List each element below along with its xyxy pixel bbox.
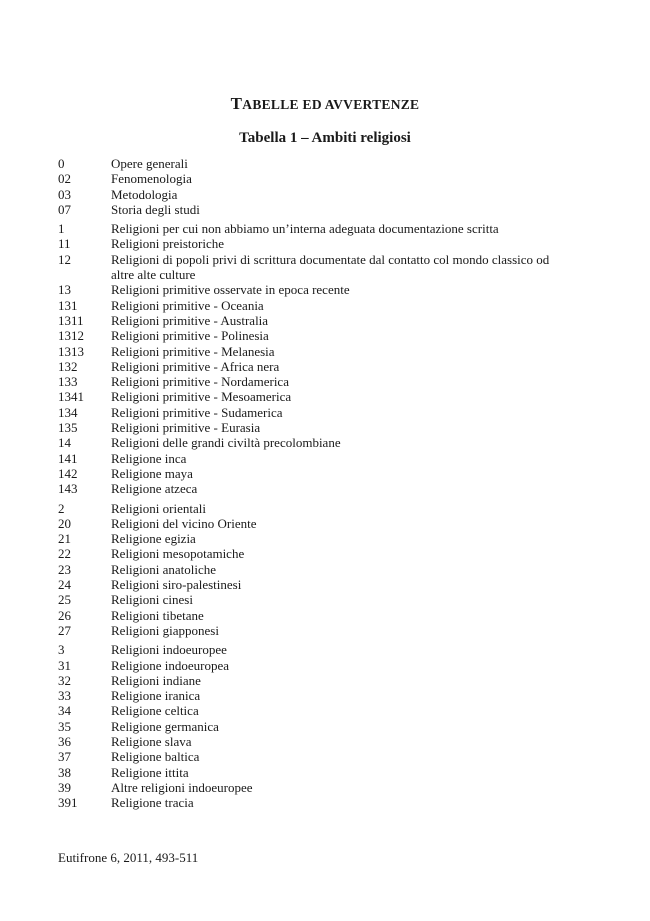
entry-row: [0, 795, 650, 810]
entry-label: Fenomenologia: [111, 171, 192, 187]
entry-code: 13: [58, 282, 71, 298]
entry-row: [0, 374, 650, 389]
entry-label: Religione germanica: [111, 718, 219, 734]
entry-row: [0, 313, 650, 328]
entry-row: [0, 765, 650, 780]
entry-code: 36: [58, 733, 71, 749]
entry-row: [0, 451, 650, 466]
entry-row: [0, 608, 650, 623]
entry-code: 132: [58, 358, 78, 374]
entry-row: [0, 562, 650, 577]
entry-code: 11: [58, 236, 71, 252]
entry-code: 1311: [58, 312, 84, 328]
entry-code: 39: [58, 779, 71, 795]
entry-row: [0, 749, 650, 764]
entry-label: Religioni mesopotamiche: [111, 546, 245, 562]
entry-label: Religione ittita: [111, 764, 189, 780]
entry-row: [0, 501, 650, 516]
entry-label: Religioni primitive - Mesoamerica: [111, 389, 292, 405]
entry-row: [0, 734, 650, 749]
entry-code: 3: [58, 642, 65, 658]
entry-label: Religioni per cui non abbiamo un’interna adeguata documentazione scritta: [111, 221, 499, 237]
entry-code: 131: [58, 297, 78, 313]
entry-row: [0, 516, 650, 531]
entry-label: Religione slava: [111, 733, 192, 749]
entry-label: Religioni primitive - Oceania: [111, 297, 264, 313]
entry-code: 142: [58, 465, 78, 481]
entry-row: [0, 202, 650, 217]
entry-row: [0, 298, 650, 313]
entry-code: 12: [58, 251, 71, 267]
entry-code: 37: [58, 749, 71, 765]
entry-group: [0, 156, 650, 217]
entry-label: Religioni orientali: [111, 500, 206, 516]
entry-code: 26: [58, 607, 71, 623]
entry-label: Religioni preistoriche: [111, 236, 225, 252]
entry-row: [0, 420, 650, 435]
entry-label: Religioni cinesi: [111, 592, 193, 608]
entry-code: 2: [58, 500, 65, 516]
entry-label: Religione tracia: [111, 795, 194, 811]
entry-row: [0, 282, 650, 297]
entry-row: [0, 577, 650, 592]
page-footer: Eutifrone 6, 2011, 493-511: [58, 850, 199, 865]
entry-row: [0, 328, 650, 343]
entry-label: Religioni primitive - Melanesia: [111, 343, 275, 359]
entry-row: [0, 466, 650, 481]
entry-code: 135: [58, 420, 78, 436]
entry-code: 20: [58, 515, 71, 531]
entry-label: Religioni anatoliche: [111, 561, 217, 577]
page-heading: [0, 94, 650, 114]
entry-label: Religioni tibetane: [111, 607, 204, 623]
entry-code: 0: [58, 156, 65, 171]
entry-code: 23: [58, 561, 71, 577]
entry-code: 03: [58, 186, 71, 202]
entry-row: [0, 719, 650, 734]
entry-code: 391: [58, 795, 78, 811]
entry-code: 143: [58, 481, 78, 497]
entry-row: [0, 688, 650, 703]
entry-label: Religioni del vicino Oriente: [111, 515, 257, 531]
entry-group: [0, 501, 650, 639]
entry-label: Religione baltica: [111, 749, 200, 765]
entry-row: [0, 658, 650, 673]
entry-label: Religione inca: [111, 450, 187, 466]
entry-code: 32: [58, 672, 71, 688]
entry-label: Religione maya: [111, 465, 193, 481]
entry-code: 07: [58, 201, 71, 217]
entry-code: 21: [58, 531, 71, 547]
entry-row: [0, 252, 650, 283]
entry-code: 134: [58, 404, 78, 420]
entry-label: Religione egizia: [111, 531, 196, 547]
entry-label: Storia degli studi: [111, 201, 200, 217]
page-heading-initial: T: [230, 94, 243, 113]
entry-code: 24: [58, 577, 71, 593]
page-heading-rest: ABELLE ED AVVERTENZE: [242, 97, 420, 112]
entry-code: 1341: [58, 389, 84, 405]
entry-label: Religioni giapponesi: [111, 622, 219, 638]
entry-row: [0, 156, 650, 171]
entry-code: 14: [58, 435, 71, 451]
entry-label: Religione atzeca: [111, 481, 198, 497]
entry-row: [0, 236, 650, 251]
entry-code: 35: [58, 718, 71, 734]
entry-code: 1313: [58, 343, 84, 359]
table-title: Tabella 1 – Ambiti religiosi: [239, 130, 411, 146]
entry-label: Religioni primitive - Sudamerica: [111, 404, 283, 420]
entry-label: Religioni indiane: [111, 672, 201, 688]
entry-label: Religioni primitive - Polinesia: [111, 328, 269, 344]
entry-row: [0, 171, 650, 186]
entry-row: [0, 673, 650, 688]
entry-label: Religioni primitive osservate in epoca recente: [111, 282, 350, 298]
entry-label: Religione iranica: [111, 688, 201, 704]
entry-label: Religioni siro-palestinesi: [111, 577, 242, 593]
entry-label: Religioni primitive - Australia: [111, 312, 269, 328]
entry-label: Religioni indoeuropee: [111, 642, 227, 658]
entry-row: [0, 389, 650, 404]
entry-code: 31: [58, 657, 71, 673]
entry-code: 1: [58, 221, 65, 237]
entry-group: [0, 221, 650, 496]
entry-code: 02: [58, 171, 71, 187]
entry-group: [0, 642, 650, 810]
entry-label: Religione indoeuropea: [111, 657, 230, 673]
entry-code: 34: [58, 703, 71, 719]
entry-label: Religioni primitive - Africa nera: [111, 358, 280, 374]
entry-row: [0, 435, 650, 450]
entry-row: [0, 221, 650, 236]
entry-row: [0, 405, 650, 420]
entry-code: 1312: [58, 328, 84, 344]
entry-label: Metodologia: [111, 186, 178, 202]
entry-label: Altre religioni indoeuropee: [111, 779, 253, 795]
entry-row: [0, 187, 650, 202]
entry-label: Religione celtica: [111, 703, 199, 719]
entry-code: 133: [58, 374, 78, 390]
entry-code: 22: [58, 546, 71, 562]
entry-code: 27: [58, 622, 71, 638]
entry-label: Religioni primitive - Eurasia: [111, 420, 261, 436]
entry-row: [0, 359, 650, 374]
entry-row: [0, 623, 650, 638]
entry-code: 33: [58, 688, 71, 704]
entry-row: [0, 546, 650, 561]
entry-label: Opere generali: [111, 156, 188, 171]
entry-code: 25: [58, 592, 71, 608]
entry-label: Religioni primitive - Nordamerica: [111, 374, 289, 390]
entry-label: Religioni delle grandi civiltà precolombiane: [111, 435, 341, 451]
entry-row: [0, 531, 650, 546]
entry-row: [0, 642, 650, 657]
entry-row: [0, 780, 650, 795]
entry-row: [0, 703, 650, 718]
entry-label: Religioni di popoli privi di scrittura documentate dal contatto col mondo classico od altre alte culture: [111, 251, 550, 283]
entry-list: [0, 156, 650, 814]
entry-code: 141: [58, 450, 78, 466]
entry-row: [0, 481, 650, 496]
entry-code: 38: [58, 764, 71, 780]
entry-row: [0, 344, 650, 359]
entry-row: [0, 592, 650, 607]
